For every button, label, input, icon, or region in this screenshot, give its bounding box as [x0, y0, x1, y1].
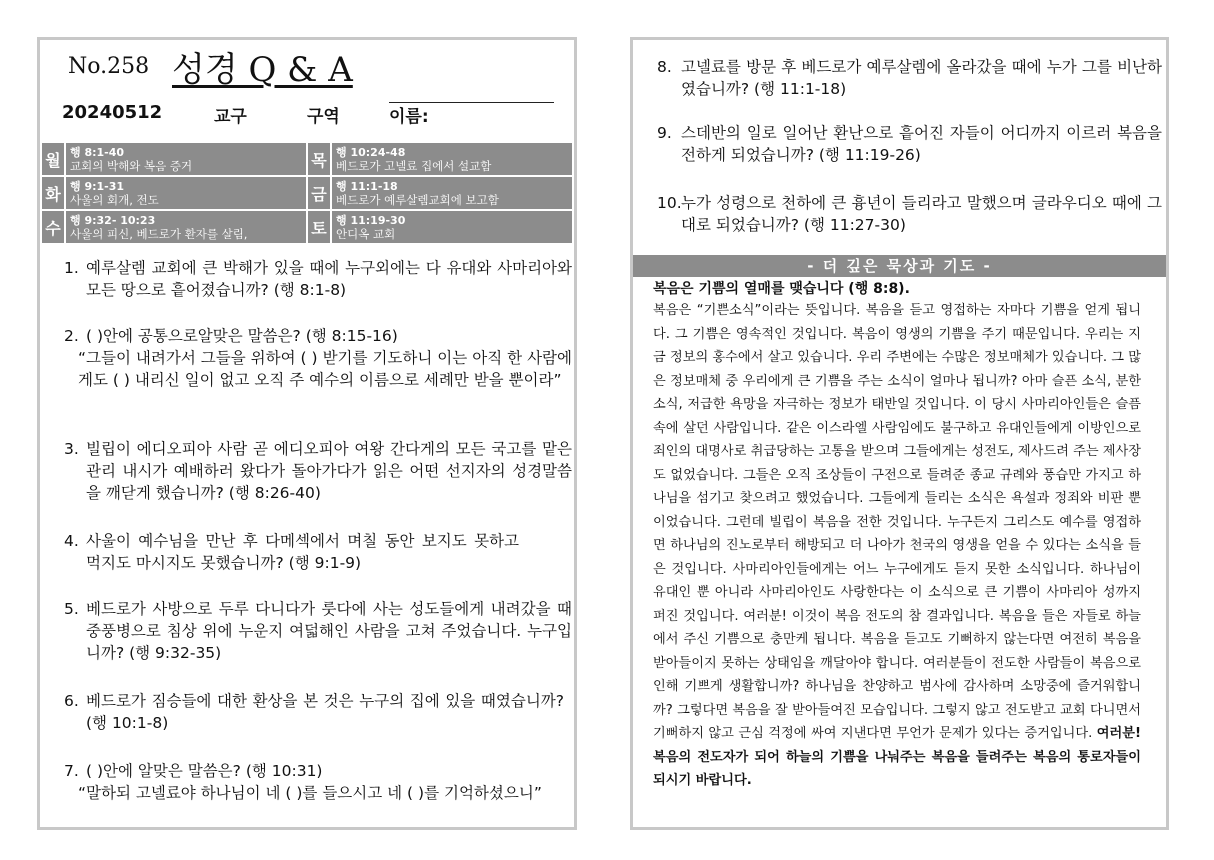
- question-3: 3. 빌립이 에디오피아 사람 곧 에디오피아 여왕 간다게의 모든 국고를 맡은 관리 내시가 예배하러 왔다가 돌아가다가 읽은 어떤 선지자의 성경말씀을 깨닫게 했습니까? (행 8:26-40): [64, 440, 572, 502]
- meditation-closing: 여러분! 복음의 전도자가 되어 하늘의 기쁨을 나눠주는 복음을 들려주는 복음의 통로자들이 되시기 바랍니다.: [653, 726, 1141, 788]
- schedule-cell-tue: 행 9:1-31 사울의 회개, 전도: [65, 176, 307, 210]
- name-label: 이름:: [389, 107, 429, 127]
- question-2: 2. ( )안에 공통으로알맞은 말씀은? (행 8:15-16) “그들이 내려가서 그들을 위하여 ( ) 받기를 기도하니 이는 아직 한 사람에게도 ( ) 내리신 일이 없고 오직 주 예수의 이름으로 세례만 받을 뿐이라”: [64, 327, 572, 389]
- question-1: 1. 예루살렘 교회에 큰 박해가 있을 때에 누구외에는 다 유대와 사마리아와 모든 땅으로 흩어졌습니까? (행 8:1-8): [64, 259, 572, 299]
- question-9: 9. 스데반의 일로 일어난 환난으로 흩어진 자들이 어디까지 이르러 복음을 전하게 되었습니까? (행 11:19-26): [657, 124, 1162, 164]
- day-mon: 월: [41, 142, 65, 176]
- question-4: 4. 사울이 예수님을 만난 후 다메섹에서 며칠 동안 보지도 못하고 먹지도 마시지도 못했습니까? (행 9:1-9): [64, 532, 519, 572]
- schedule-cell-thu: 행 10:24-48 베드로가 고넬료 집에서 설교함: [331, 142, 573, 176]
- day-thu: 목: [307, 142, 331, 176]
- day-tue: 화: [41, 176, 65, 210]
- day-wed: 수: [41, 210, 65, 244]
- page-title: 성경 Q & A: [172, 50, 353, 90]
- schedule-cell-sat: 행 11:19-30 안디옥 교회: [331, 210, 573, 244]
- schedule-cell-fri: 행 11:1-18 베드로가 예루살렘교회에 보고함: [331, 176, 573, 210]
- question-2-quote: “그들이 내려가서 그들을 위하여 ( ) 받기를 기도하니 이는 아직 한 사람에게도 ( ) 내리신 일이 없고 오직 주 예수의 이름으로 세례만 받을 뿐이라”: [78, 349, 572, 389]
- meditation-body: [653, 299, 1141, 793]
- question-10: 10. 누가 성령으로 천하에 큰 흉년이 들리라고 말했으며 글라우디오 때에 그대로 되었습니까? (행 11:27-30): [657, 194, 1162, 234]
- schedule-cell-wed: 행 9:32- 10:23 사울의 피신, 베드로가 환자를 살림,: [65, 210, 307, 244]
- question-8: 8. 고넬료를 방문 후 베드로가 예루살렘에 올라갔을 때에 누가 그를 비난하였습니까? (행 11:1-18): [657, 58, 1162, 98]
- day-fri: 금: [307, 176, 331, 210]
- meditation-bar: - 더 깊은 묵상과 기도 -: [633, 255, 1166, 277]
- day-sat: 토: [307, 210, 331, 244]
- right-panel: [630, 37, 1169, 830]
- date: 20240512: [62, 102, 163, 123]
- parish-label: 교구: [214, 107, 247, 127]
- meditation-heading: 복음은 기쁨의 열매를 맺습니다 (행 8:8).: [653, 281, 910, 297]
- question-6: 6. 베드로가 짐승들에 대한 환상을 본 것은 누구의 집에 있을 때였습니까? (행 10:1-8): [64, 692, 564, 732]
- left-panel: [37, 37, 577, 830]
- issue-number: No.258: [68, 54, 150, 79]
- schedule-cell-mon: 행 8:1-40 교회의 박해와 복음 증거: [65, 142, 307, 176]
- question-5: 5. 베드로가 사방으로 두루 다니다가 룻다에 사는 성도들에게 내려갔을 때 중풍병으로 침상 위에 누운지 여덟해인 사람을 고쳐 주었습니다. 누구입니까? (행 9:32-35): [64, 600, 572, 662]
- question-7: 7. ( )안에 알맞은 말씀은? (행 10:31) “말하되 고넬료야 하나님이 네 ( )를 들으시고 네 ( )를 기억하셨으니”: [64, 760, 572, 804]
- meditation-text: 복음은 “기쁜소식”이라는 뜻입니다. 복음을 듣고 영접하는 자마다 기쁨을 얻게 됩니다. 그 기쁨은 영속적인 것입니다. 복음이 영생의 기쁨을 주기 때문입니다. 우리는 지금 정보의 홍수에서 살고 있습니다. 우리 주변에는 수많은 정보매체가 있습니다. 그 많은 정보매체 중 우리에게 큰 기쁨을 주는 소식이 얼마나 됩니까? 아마 슬픈 소식, 분한 소식, 저급한 욕망을 자극하는 정보가 태반일 것입니다. 이 당시 사마리아인들은 슬픔 속에 살던 사람입니다. 같은 이스라엘 사람임에도 불구하고 유대인들에게 이방인으로 죄인의 대명사로 취급당하는 고통을 받으며 그들에게는 성전도, 제사드려 주는 제사장도 없었습니다. 그들은 오직 조상들이 구전으로 들려준 종교 규례와 풍습만 가지고 하나님을 섬기고 찾으려고 했었습니다. 그들에게 들리는 소식은 욕설과 정죄와 비판 뿐이었습니다. 그런데 빌립이 복음을 전한 것입니다. 누구든지 그리스도 예수를 영접하면 하나님의 진노로부터 해방되고 더 나아가 천국의 영생을 얻을 수 있다는 소식을 들은 것입니다. 사마리아인들에게는 어느 누구에게도 듣지 못한 소식입니다. 하나님이 유대인 뿐 아니라 사마리아인도 사랑한다는 이 소식으로 큰 기쁨이 사마리아 성까지 퍼진 것입니다. 여러분! 이것이 복음 전도의 참 결과입니다. 복음을 들은 자들로 하늘에서 주신 기쁨으로 충만케 됩니다. 복음을 듣고도 기뻐하지 않는다면 여전히 복음을 받아들이지 못하는 상태임을 깨달아야 합니다. 여러분들이 전도한 사람들이 복음으로 인해 기쁘게 생활합니까? 하나님을 찬양하고 범사에 감사하며 소망중에 즐거워합니까? 그렇다면 복음을 잘 받아들여진 모습입니다. 그렇지 않고 전도받고 교회 다니면서 기뻐하지 않고 근심 걱정에 싸여 지낸다면 무언가 문제가 있다는 증거입니다.: [653, 303, 1141, 741]
- district-label: 구역: [307, 107, 340, 127]
- info-line: [62, 102, 562, 128]
- question-7-quote: “말하되 고넬료야 하나님이 네 ( )를 들으시고 네 ( )를 기억하셨으니”: [78, 784, 542, 802]
- reading-schedule: [40, 141, 574, 245]
